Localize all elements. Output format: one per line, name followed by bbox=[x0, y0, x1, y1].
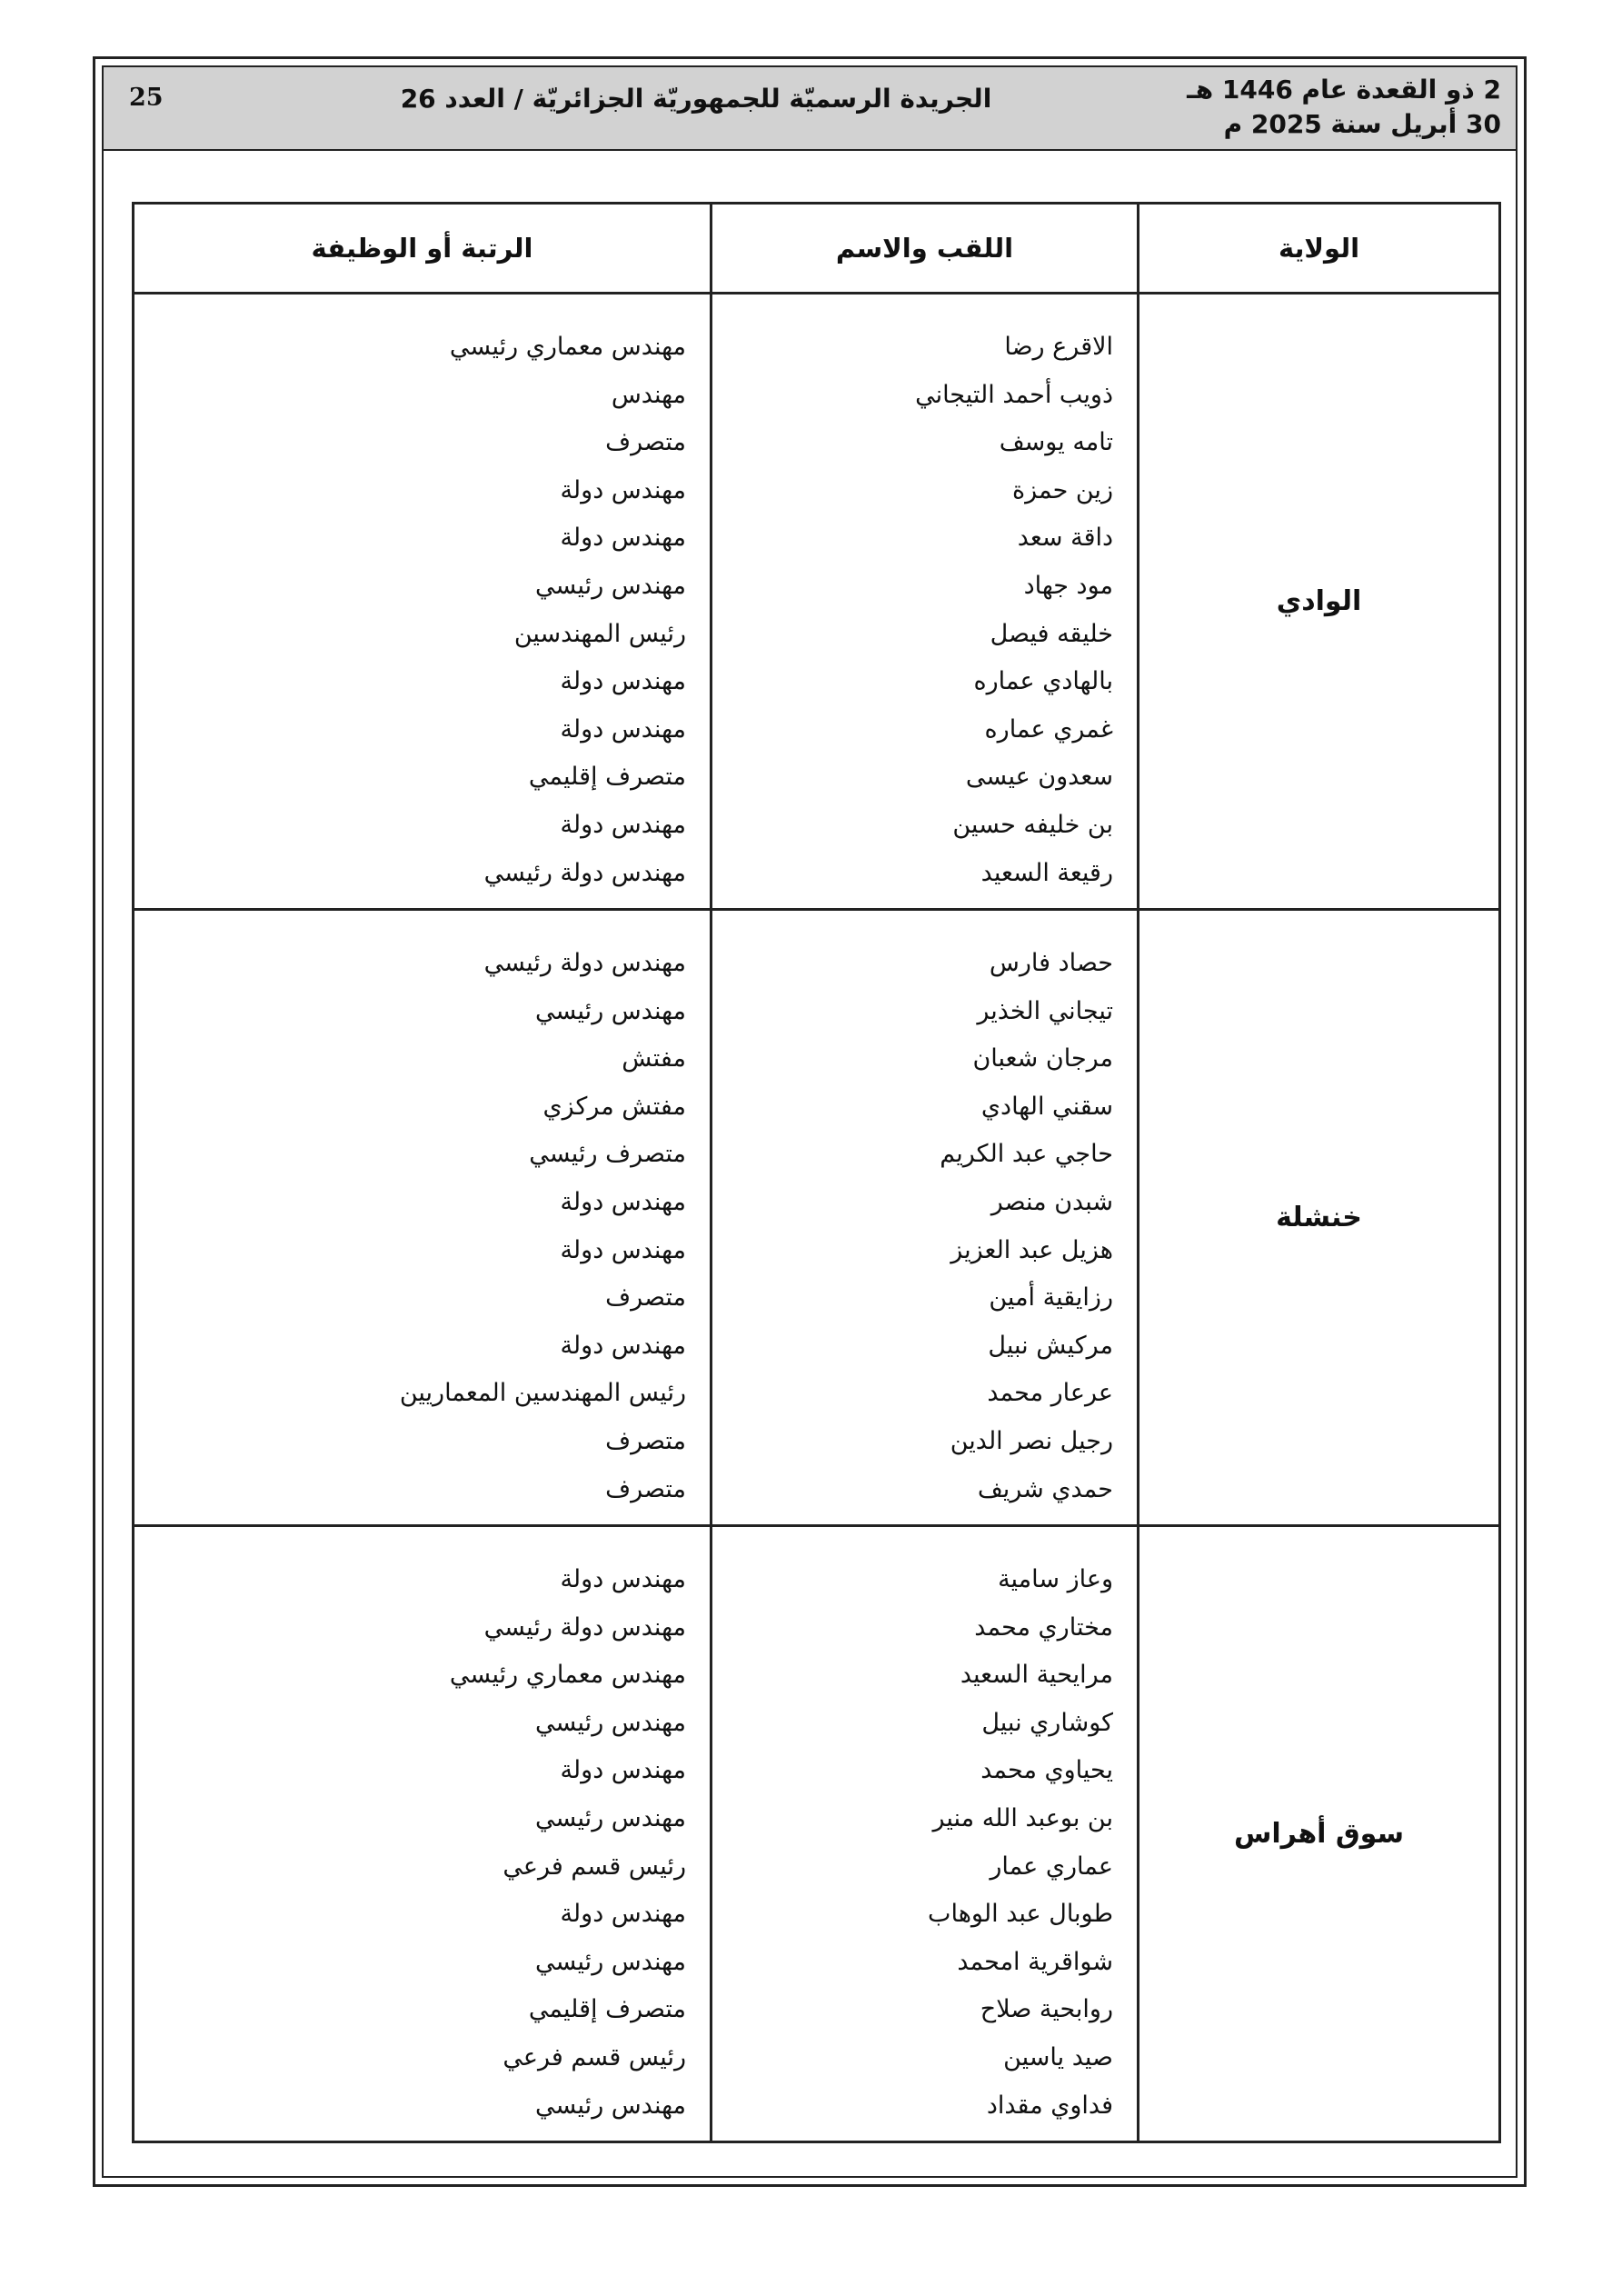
person-rank: رئيس المهندسين المعماريين bbox=[399, 1379, 686, 1408]
person-rank: متصرف رئيسي bbox=[529, 1140, 686, 1169]
hijri-date: 2 ذو القعدة عام 1446 هـ bbox=[1187, 75, 1501, 105]
person-name: فداوي مقداد bbox=[986, 2091, 1113, 2120]
person-rank: مهندس bbox=[611, 380, 686, 409]
person-name: رزايقية أمين bbox=[989, 1283, 1113, 1313]
person-rank: مفتش مركزي bbox=[542, 1092, 686, 1121]
person-name: بالهادي عماره bbox=[973, 667, 1113, 696]
names-cell bbox=[711, 1526, 1139, 2142]
person-rank: مهندس دولة bbox=[560, 1187, 686, 1216]
page-number: 25 bbox=[129, 84, 164, 112]
gazette-header bbox=[104, 67, 1516, 151]
person-name: رقيعة السعيد bbox=[980, 858, 1113, 887]
person-name: روابحية صلاح bbox=[980, 1995, 1113, 2024]
issue-date bbox=[1187, 73, 1501, 142]
person-name: حمدي شريف bbox=[977, 1474, 1113, 1503]
person-name: عماري عمار bbox=[990, 1852, 1113, 1881]
person-name: غمري عماره bbox=[984, 714, 1113, 744]
person-name: عرعار محمد bbox=[987, 1379, 1113, 1408]
person-rank: مفتش bbox=[622, 1044, 686, 1073]
gregorian-date: 30 أبريل سنة 2025 م bbox=[1223, 109, 1501, 139]
person-name: زين حمزة bbox=[1011, 475, 1113, 504]
person-rank: مهندس دولة رئيسي bbox=[483, 1612, 686, 1642]
person-name: ذويب أحمد التيجاني bbox=[915, 380, 1113, 409]
person-name: يحياوي محمد bbox=[980, 1756, 1113, 1785]
person-rank: متصرف إقليمي bbox=[528, 763, 686, 792]
person-rank: متصرف bbox=[605, 1474, 686, 1503]
person-rank: متصرف إقليمي bbox=[528, 1995, 686, 2024]
wilaya-cell: الوادي bbox=[1139, 294, 1500, 910]
person-name: بن بوعبد الله منير bbox=[932, 1803, 1113, 1832]
person-rank: مهندس معماري رئيسي bbox=[449, 1661, 686, 1690]
person-name: مرايحية السعيد bbox=[960, 1661, 1113, 1690]
person-name: تامه يوسف bbox=[999, 428, 1113, 457]
header-wilaya: الولاية bbox=[1139, 204, 1500, 294]
wilaya-cell: خنشلة bbox=[1139, 910, 1500, 1526]
person-name: مركيش نبيل bbox=[988, 1331, 1113, 1360]
person-rank: مهندس رئيسي bbox=[534, 2091, 686, 2120]
names-cell bbox=[711, 910, 1139, 1526]
person-rank: مهندس رئيسي bbox=[534, 1708, 686, 1737]
person-name: هزيل عبد العزيز bbox=[950, 1235, 1113, 1264]
person-rank: مهندس معماري رئيسي bbox=[449, 333, 686, 361]
person-rank: مهندس دولة bbox=[560, 1756, 686, 1785]
ranks-cell bbox=[134, 910, 711, 1526]
person-name: مود جهاد bbox=[1023, 571, 1113, 600]
person-rank: مهندس رئيسي bbox=[534, 571, 686, 600]
names-cell bbox=[711, 294, 1139, 910]
person-rank: متصرف bbox=[605, 1426, 686, 1455]
person-name: شبدن منصر bbox=[990, 1187, 1113, 1216]
header-rank: الرتبة أو الوظيفة bbox=[134, 204, 711, 294]
person-name: سقني الهادي bbox=[980, 1092, 1113, 1121]
person-name: وعاز سامية bbox=[998, 1565, 1113, 1593]
person-rank: مهندس دولة bbox=[560, 667, 686, 696]
person-rank: مهندس دولة bbox=[560, 1900, 686, 1929]
person-rank: رئيس المهندسين bbox=[513, 619, 686, 648]
person-name: رجيل نصر الدين bbox=[950, 1426, 1113, 1455]
person-rank: مهندس دولة bbox=[560, 1565, 686, 1593]
ranks-cell bbox=[134, 1526, 711, 2142]
person-name: تيجاني الخذير bbox=[977, 996, 1113, 1025]
person-rank: مهندس دولة bbox=[560, 810, 686, 839]
person-rank: متصرف bbox=[605, 1283, 686, 1313]
person-name: حصاد فارس bbox=[989, 949, 1113, 977]
person-name: كوشاري نبيل bbox=[981, 1708, 1113, 1737]
person-name: سعدون عيسى bbox=[965, 763, 1113, 792]
wilaya-cell: سوق أهراس bbox=[1139, 1526, 1500, 2142]
person-name: مرجان شعبان bbox=[972, 1044, 1113, 1073]
gazette-title: الجريدة الرسميّة للجمهوريّة الجزائريّة / العدد 26 bbox=[400, 84, 992, 114]
person-rank: مهندس رئيسي bbox=[534, 1803, 686, 1832]
wilaya-group-row bbox=[134, 1526, 1500, 2142]
person-rank: مهندس دولة bbox=[560, 714, 686, 744]
wilaya-group-row bbox=[134, 910, 1500, 1526]
header-name: اللقب والاسم bbox=[711, 204, 1139, 294]
person-name: صيد ياسين bbox=[1003, 2042, 1113, 2071]
person-rank: مهندس دولة bbox=[560, 1235, 686, 1264]
person-rank: مهندس دولة bbox=[560, 1331, 686, 1360]
person-name: شواقرية امحمد bbox=[957, 1947, 1113, 1976]
person-name: خليقه فيصل bbox=[990, 619, 1113, 648]
person-rank: رئيس قسم فرعي bbox=[503, 1852, 686, 1881]
person-rank: رئيس قسم فرعي bbox=[503, 2042, 686, 2071]
person-rank: متصرف bbox=[605, 428, 686, 457]
ranks-cell bbox=[134, 294, 711, 910]
person-name: الاقرع رضا bbox=[1004, 333, 1113, 361]
person-name: حاجي عبد الكريم bbox=[940, 1140, 1113, 1169]
wilaya-group-row bbox=[134, 294, 1500, 910]
person-name: داقة سعد bbox=[1017, 524, 1113, 553]
person-rank: مهندس رئيسي bbox=[534, 996, 686, 1025]
table-header-row bbox=[134, 204, 1500, 294]
person-rank: مهندس رئيسي bbox=[534, 1947, 686, 1976]
appointments-table bbox=[132, 202, 1501, 2143]
person-name: طوبال عبد الوهاب bbox=[928, 1900, 1113, 1929]
person-rank: مهندس دولة رئيسي bbox=[483, 858, 686, 887]
person-name: مختاري محمد bbox=[974, 1612, 1113, 1642]
person-rank: مهندس دولة رئيسي bbox=[483, 949, 686, 977]
person-rank: مهندس دولة bbox=[560, 524, 686, 553]
person-name: بن خليفه حسين bbox=[952, 810, 1113, 839]
person-rank: مهندس دولة bbox=[560, 475, 686, 504]
